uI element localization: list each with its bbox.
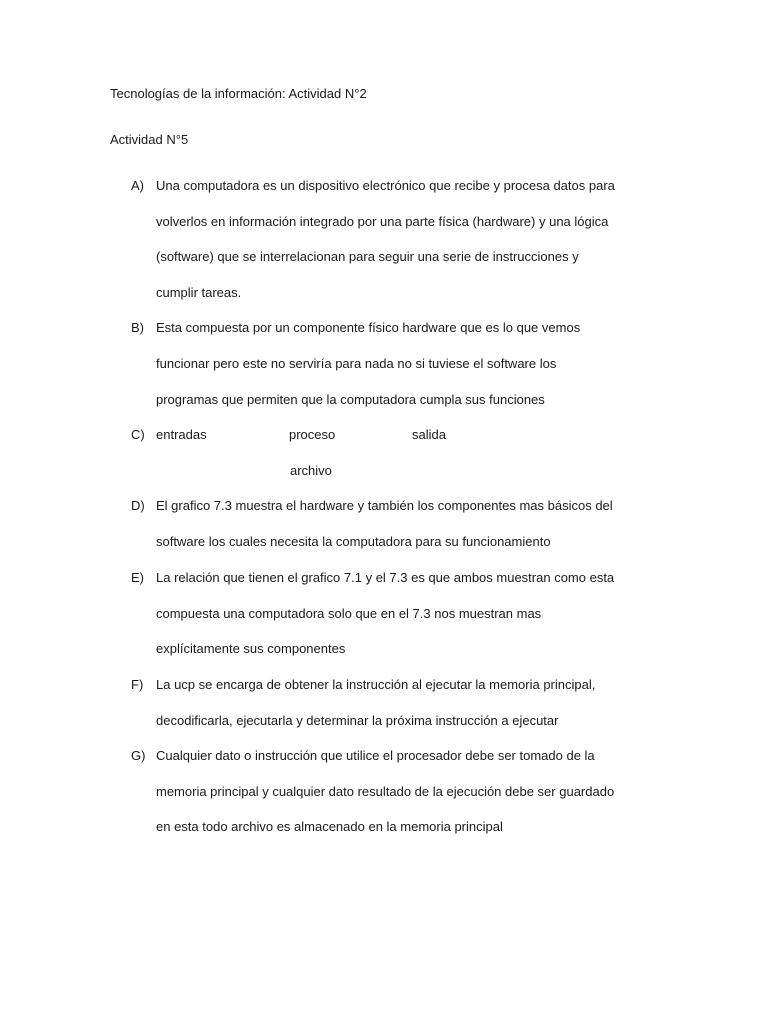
- list-item-text-line: La ucp se encarga de obtener la instrucción al ejecutar la memoria principal,: [156, 677, 596, 692]
- list-marker: B): [131, 320, 144, 335]
- document-title: Tecnologías de la información: Actividad N°2: [110, 86, 367, 101]
- list-item-text-line: La relación que tienen el grafico 7.1 y el 7.3 es que ambos muestran como esta: [156, 570, 615, 585]
- list-item-text-line: cumplir tareas.: [156, 285, 242, 300]
- list-item-text-line: compuesta una computadora solo que en el 7.3 nos muestran mas: [156, 606, 542, 621]
- list-item-text-line: decodificarla, ejecutarla y determinar la próxima instrucción a ejecutar: [156, 713, 559, 728]
- list-marker: F): [131, 677, 144, 692]
- list-marker: A): [131, 178, 144, 193]
- list-item-text-line: memoria principal y cualquier dato resultado de la ejecución debe ser guardado: [156, 784, 615, 799]
- list-item-text-line: software los cuales necesita la computadora para su funcionamiento: [156, 534, 551, 549]
- list-marker: E): [131, 570, 144, 585]
- list-item-text-line: explícitamente sus componentes: [156, 641, 346, 656]
- list-item-text-line: Esta compuesta por un componente físico hardware que es lo que vemos: [156, 320, 581, 335]
- list-item-text-line: El grafico 7.3 muestra el hardware y también los componentes mas básicos del: [156, 498, 613, 513]
- column-salida: salida: [412, 427, 446, 442]
- list-item-text-line: en esta todo archivo es almacenado en la memoria principal: [156, 819, 503, 834]
- activity-heading: Actividad N°5: [110, 132, 189, 147]
- list-marker: D): [131, 498, 145, 513]
- list-item-text-line: (software) que se interrelacionan para seguir una serie de instrucciones y: [156, 249, 579, 264]
- list-item-text-line: volverlos en información integrado por una parte física (hardware) y una lógica: [156, 214, 609, 229]
- list-item-text-line: Una computadora es un dispositivo electrónico que recibe y procesa datos para: [156, 178, 615, 193]
- list-marker: G): [131, 748, 146, 763]
- list-marker: C): [131, 427, 145, 442]
- column-entradas: entradas: [156, 427, 207, 442]
- list-item-text-line: funcionar pero este no serviría para nada no si tuviese el software los: [156, 356, 557, 371]
- column-archivo: archivo: [290, 463, 332, 478]
- list-item-text-line: Cualquier dato o instrucción que utilice el procesador debe ser tomado de la: [156, 748, 595, 763]
- list-item-text-line: programas que permiten que la computadora cumpla sus funciones: [156, 392, 545, 407]
- column-proceso: proceso: [289, 427, 336, 442]
